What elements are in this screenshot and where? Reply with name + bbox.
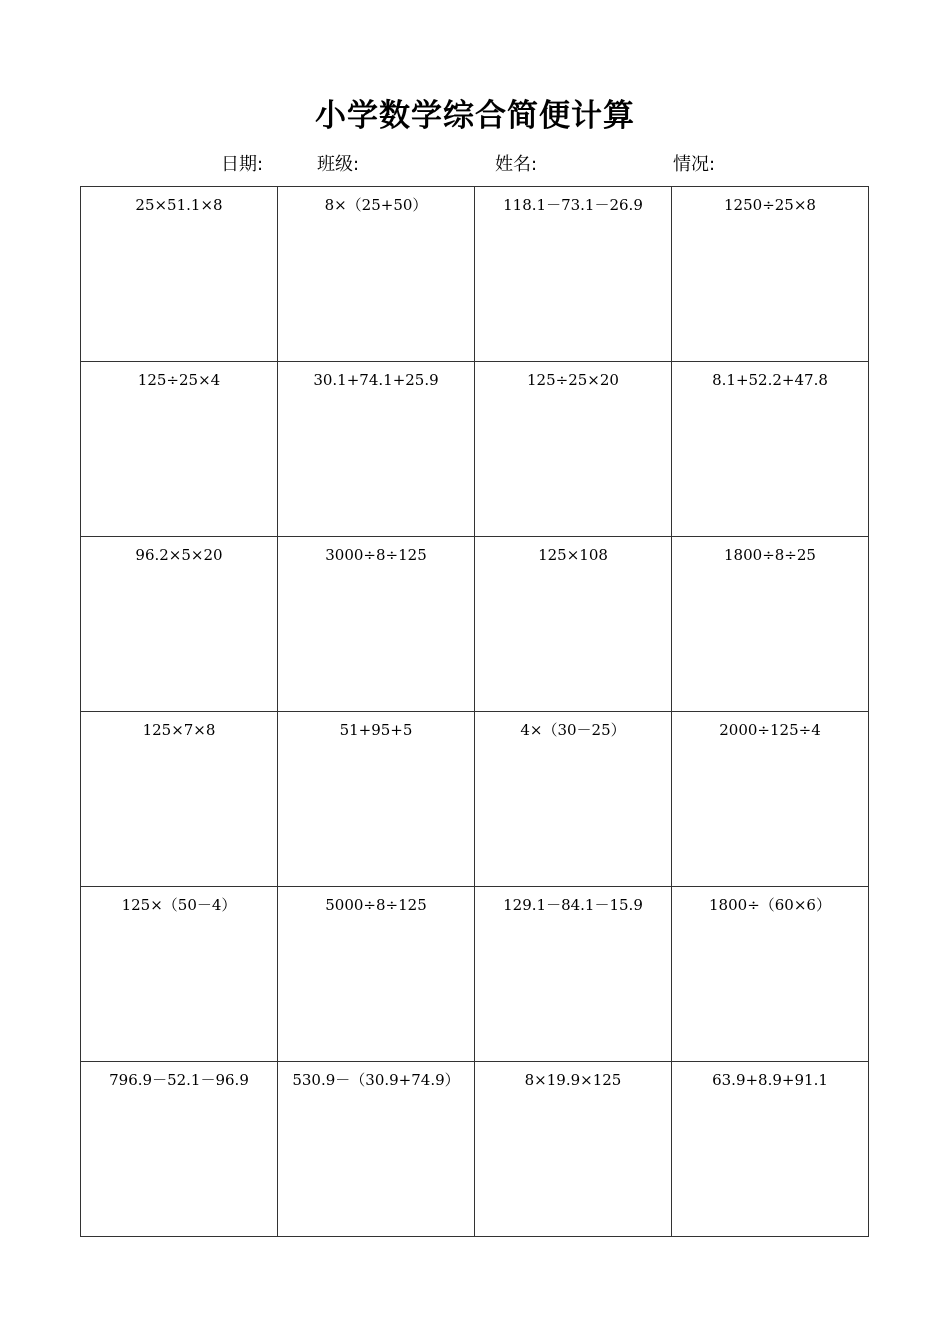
problem-cell: 118.1－73.1－26.9 (475, 187, 672, 362)
problem-cell: 125÷25×4 (81, 362, 278, 537)
class-label: 班级: (317, 154, 360, 175)
status-label: 情况: (673, 154, 716, 175)
problem-cell: 8×19.9×125 (475, 1062, 672, 1237)
problem-cell: 1800÷（60×6） (672, 887, 869, 1062)
problem-cell: 796.9－52.1－96.9 (81, 1062, 278, 1237)
problem-cell: 1250÷25×8 (672, 187, 869, 362)
problem-cell: 125÷25×20 (475, 362, 672, 537)
problem-grid (80, 186, 869, 1237)
grid-row (81, 187, 869, 362)
problem-cell: 1800÷8÷25 (672, 537, 869, 712)
name-label: 姓名: (495, 154, 538, 175)
date-label: 日期: (221, 154, 264, 175)
grid-row (81, 362, 869, 537)
problem-cell: 125×108 (475, 537, 672, 712)
problem-cell: 5000÷8÷125 (278, 887, 475, 1062)
grid-row (81, 537, 869, 712)
grid-row (81, 1062, 869, 1237)
problem-cell: 51+95+5 (278, 712, 475, 887)
problem-cell: 129.1－84.1－15.9 (475, 887, 672, 1062)
problem-cell: 4×（30－25） (475, 712, 672, 887)
problem-cell: 8.1+52.2+47.8 (672, 362, 869, 537)
problem-cell: 30.1+74.1+25.9 (278, 362, 475, 537)
problem-cell: 2000÷125÷4 (672, 712, 869, 887)
problem-cell: 3000÷8÷125 (278, 537, 475, 712)
grid-row (81, 712, 869, 887)
problem-cell: 96.2×5×20 (81, 537, 278, 712)
problem-cell: 8×（25+50） (278, 187, 475, 362)
problem-cell: 125×7×8 (81, 712, 278, 887)
grid-row (81, 887, 869, 1062)
problem-cell: 530.9－（30.9+74.9） (278, 1062, 475, 1237)
info-row (0, 150, 950, 176)
problem-cell: 25×51.1×8 (81, 187, 278, 362)
page-title: 小学数学综合简便计算 (315, 98, 635, 134)
problem-cell: 63.9+8.9+91.1 (672, 1062, 869, 1237)
problem-cell: 125×（50－4） (81, 887, 278, 1062)
